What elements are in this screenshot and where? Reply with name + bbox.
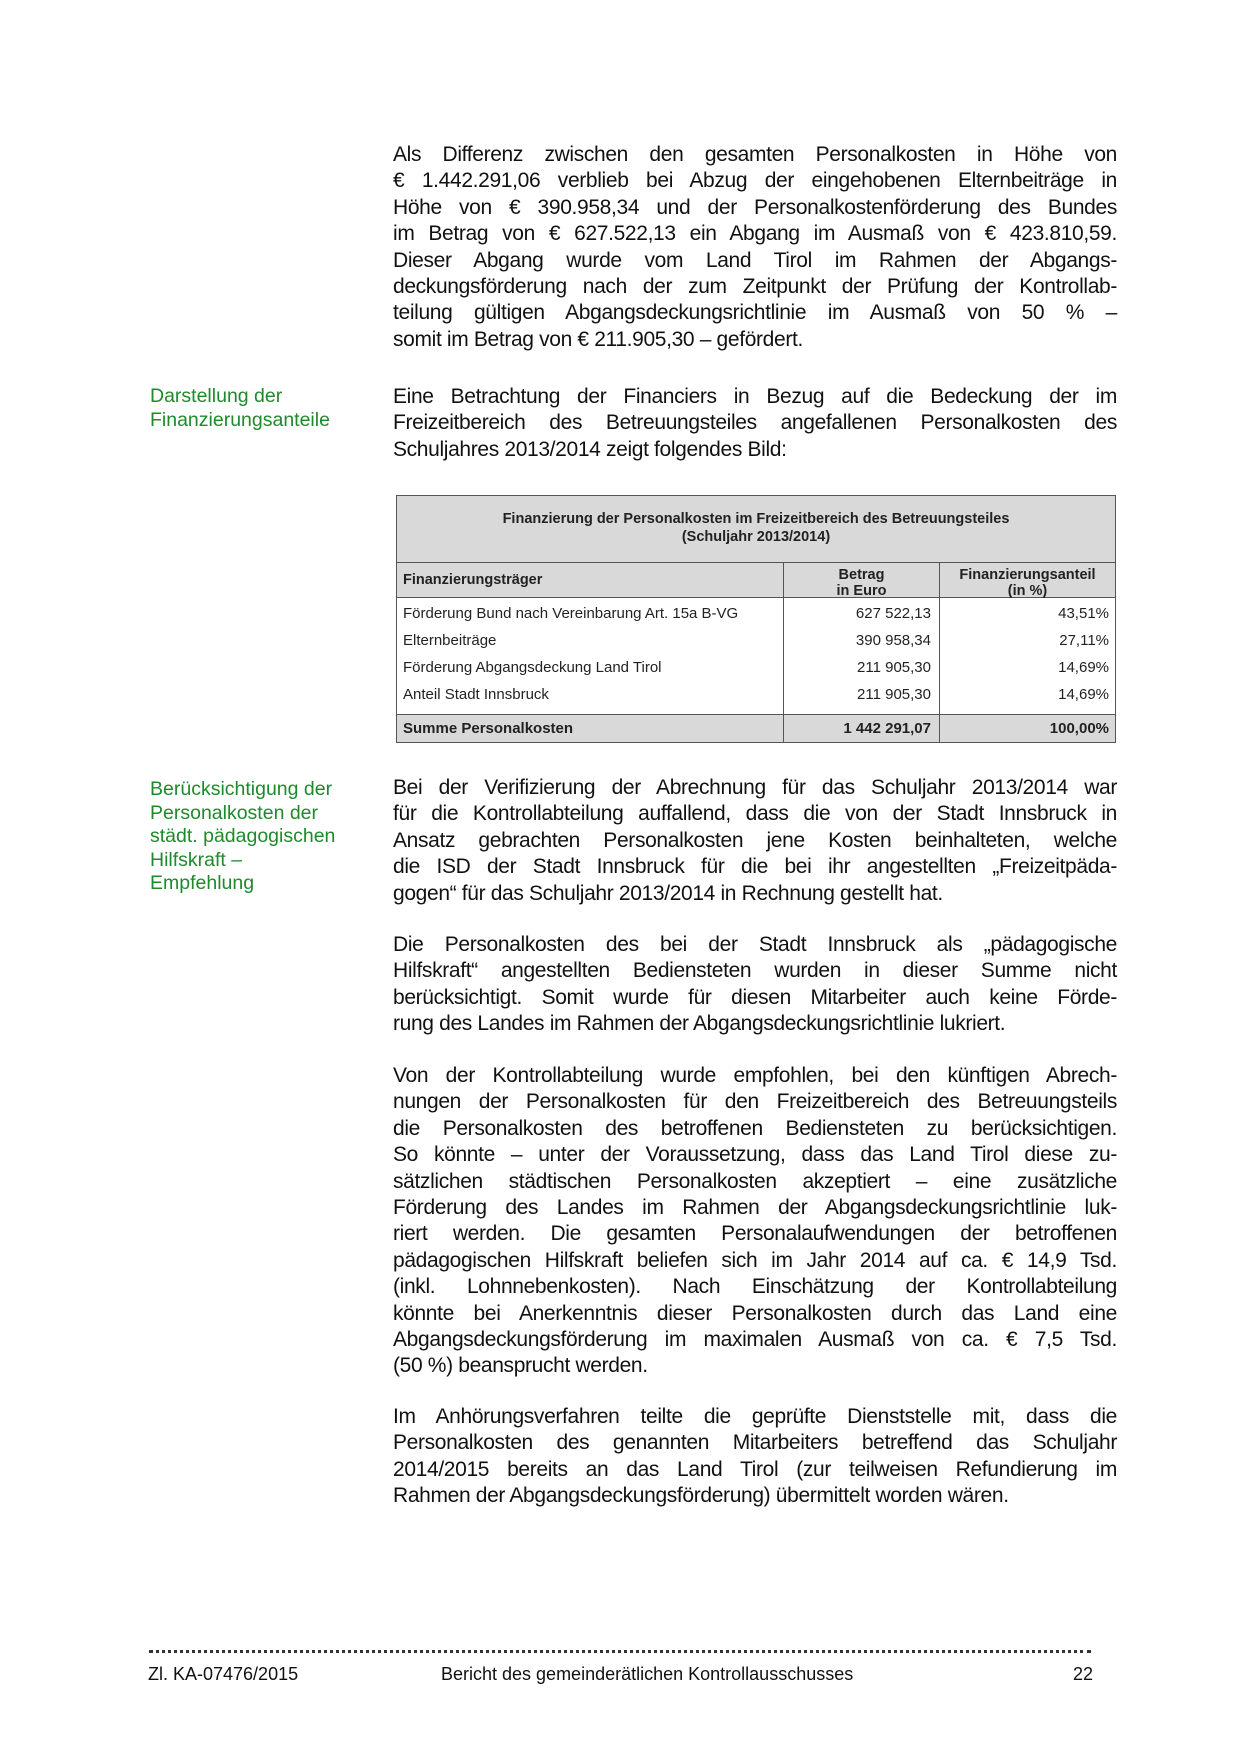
cell-carrier: Förderung Bund nach Vereinbarung Art. 15a B-VG [403, 605, 739, 622]
text-line: deckungsförderung nach der zum Zeitpunkt der Prüfung der Kontrollab- [393, 275, 1117, 299]
text-line: Rahmen der Abgangsdeckungsförderung) übermittelt worden wären. [393, 1484, 1009, 1508]
cell-amount: 627 522,13 [855, 605, 931, 622]
table-total-row [397, 714, 1115, 742]
paragraph-recommendation [393, 1063, 1117, 1380]
table-title [397, 496, 1115, 563]
cell-amount: 211 905,30 [857, 659, 931, 676]
paragraph-verification [393, 775, 1117, 907]
text-line: gogen“ für das Schuljahr 2013/2014 in Rechnung gestellt hat. [393, 881, 943, 905]
footer-reference: Zl. KA-07476/2015 [148, 1664, 299, 1684]
table-row [397, 627, 1115, 654]
page-number: 22 [1072, 1664, 1093, 1684]
text-line: für die Kontrollabteilung auffallend, dass die von der Stadt Innsbruck in [393, 802, 1117, 826]
header-carrier: Finanzierungsträger [403, 572, 543, 588]
text-line: Freizeitbereich des Betreuungsteiles angefallenen Personalkosten des [393, 411, 1117, 435]
text-line: Abgangsdeckungsförderung im maximalen Ausmaß von ca. € 7,5 Tsd. [393, 1328, 1117, 1352]
paragraph-deficit [393, 142, 1117, 353]
table-title-subline: (Schuljahr 2013/2014) [681, 529, 831, 545]
text-line: somit im Betrag von € 211.905,30 – gefördert. [393, 327, 803, 351]
table-row [397, 681, 1115, 708]
footer-report-title: Bericht des gemeinderätlichen Kontrollausschusses [441, 1664, 854, 1684]
margin-note-line: Hilfskraft – [150, 848, 243, 871]
total-amount: 1 442 291,07 [783, 715, 939, 742]
text-line: riert werden. Die gesamten Personalaufwendungen der betroffenen [393, 1222, 1117, 1246]
paragraph-assistant-costs [393, 932, 1117, 1038]
margin-note-line: Darstellung der [150, 385, 283, 407]
header-share-line: Finanzierungsanteil [959, 567, 1096, 583]
cell-share: 27,11% [1059, 632, 1109, 649]
table-body [397, 597, 1115, 717]
footer-dotted-rule [149, 1650, 1091, 1653]
margin-note-line: Finanzierungsanteile [150, 408, 330, 431]
text-line: berücksichtigt. Somit wurde für diesen Mitarbeiter auch keine Förde- [393, 985, 1117, 1009]
text-line: (50 %) beansprucht werden. [393, 1354, 648, 1378]
margin-note-line: Personalkosten der [150, 801, 319, 824]
text-line: Dieser Abgang wurde vom Land Tirol im Rahmen der Abgangs- [393, 248, 1117, 272]
table-row [397, 600, 1115, 627]
text-line: Die Personalkosten des bei der Stadt Innsbruck als „pädagogische [393, 933, 1117, 956]
text-line: 2014/2015 bereits an das Land Tirol (zur teilweisen Refundierung im [393, 1457, 1117, 1481]
margin-note-line: städt. pädagogischen [150, 825, 336, 847]
total-share: 100,00% [939, 715, 1115, 742]
text-line: Von der Kontrollabteilung wurde empfohlen, bei den künftigen Abrech- [393, 1064, 1117, 1087]
cell-carrier: Förderung Abgangsdeckung Land Tirol [403, 659, 662, 676]
text-line: Im Anhörungsverfahren teilte die geprüfte Dienststelle mit, dass die [393, 1405, 1117, 1428]
text-line: (inkl. Lohnnebenkosten). Nach Einschätzung der Kontrollabteilung [393, 1275, 1117, 1299]
paragraph-financiers-intro [393, 384, 1117, 463]
text-line: im Betrag von € 627.522,13 ein Abgang im Ausmaß von € 423.810,59. [393, 222, 1117, 246]
paragraph-hearing [393, 1404, 1117, 1510]
text-line: die ISD der Stadt Innsbruck für die bei ihr angestellten „Freizeitpäda- [393, 855, 1117, 879]
text-line: rung des Landes im Rahmen der Abgangsdeckungsrichtlinie lukriert. [393, 1012, 1006, 1036]
text-line: könnte bei Anerkenntnis dieser Personalkosten durch das Land eine [393, 1301, 1117, 1325]
cell-amount: 390 958,34 [855, 632, 931, 649]
header-amount-line: Betrag [838, 567, 885, 583]
header-amount-line: in Euro [836, 583, 887, 599]
financing-table [396, 495, 1116, 743]
text-line: Bei der Verifizierung der Abrechnung für das Schuljahr 2013/2014 war [393, 776, 1117, 799]
table-row [397, 654, 1115, 681]
cell-share: 14,69% [1058, 686, 1109, 703]
header-amount [783, 563, 939, 597]
cell-share: 14,69% [1058, 659, 1109, 676]
text-line: Eine Betrachtung der Financiers in Bezug auf die Bedeckung der im [393, 385, 1117, 408]
text-line: Hilfskraft“ angestellten Bediensteten wurden in dieser Summe nicht [393, 959, 1117, 983]
page-footer [148, 1664, 1093, 1688]
cell-share: 43,51% [1058, 605, 1109, 622]
text-line: nungen der Personalkosten für den Freizeitbereich des Betreuungsteils [393, 1090, 1117, 1114]
text-line: sätzlichen städtischen Personalkosten akzeptiert – eine zusätzliche [393, 1169, 1117, 1193]
text-line: So könnte – unter der Voraussetzung, dass das Land Tirol diese zu- [393, 1143, 1117, 1167]
text-line: teilung gültigen Abgangsdeckungsrichtlinie im Ausmaß von 50 % – [393, 301, 1117, 325]
text-line: Schuljahres 2013/2014 zeigt folgendes Bild: [393, 437, 787, 461]
header-share [939, 563, 1115, 597]
text-line: die Personalkosten des betroffenen Bediensteten zu berücksichtigen. [393, 1116, 1117, 1140]
text-line: Als Differenz zwischen den gesamten Personalkosten in Höhe von [393, 143, 1117, 166]
header-share-line: (in %) [1007, 583, 1048, 599]
cell-carrier: Anteil Stadt Innsbruck [403, 686, 549, 703]
margin-note-recommendation [150, 778, 365, 896]
cell-carrier: Elternbeiträge [403, 632, 497, 649]
text-line: pädagogischen Hilfskraft beliefen sich im Jahr 2014 auf ca. € 14,9 Tsd. [393, 1248, 1117, 1272]
table-header-row [397, 563, 1115, 598]
text-line: Personalkosten des genannten Mitarbeiters betreffend das Schuljahr [393, 1431, 1117, 1455]
margin-note-line: Empfehlung [150, 872, 255, 894]
text-line: Förderung des Landes im Rahmen der Abgangsdeckungsrichtlinie luk- [393, 1196, 1117, 1220]
margin-note-financing-shares [150, 385, 365, 432]
cell-amount: 211 905,30 [857, 686, 931, 703]
text-line: € 1.442.291,06 verblieb bei Abzug der eingehobenen Elternbeiträge in [393, 169, 1117, 193]
margin-note-line: Berücksichtigung der [150, 778, 333, 800]
text-line: Ansatz gebrachten Personalkosten jene Kosten beinhalteten, welche [393, 828, 1117, 852]
text-line: Höhe von € 390.958,34 und der Personalkostenförderung des Bundes [393, 195, 1117, 219]
table-title-line: Finanzierung der Personalkosten im Freizeitbereich des Betreuungsteiles [502, 511, 1010, 527]
total-label: Summe Personalkosten [403, 720, 574, 737]
